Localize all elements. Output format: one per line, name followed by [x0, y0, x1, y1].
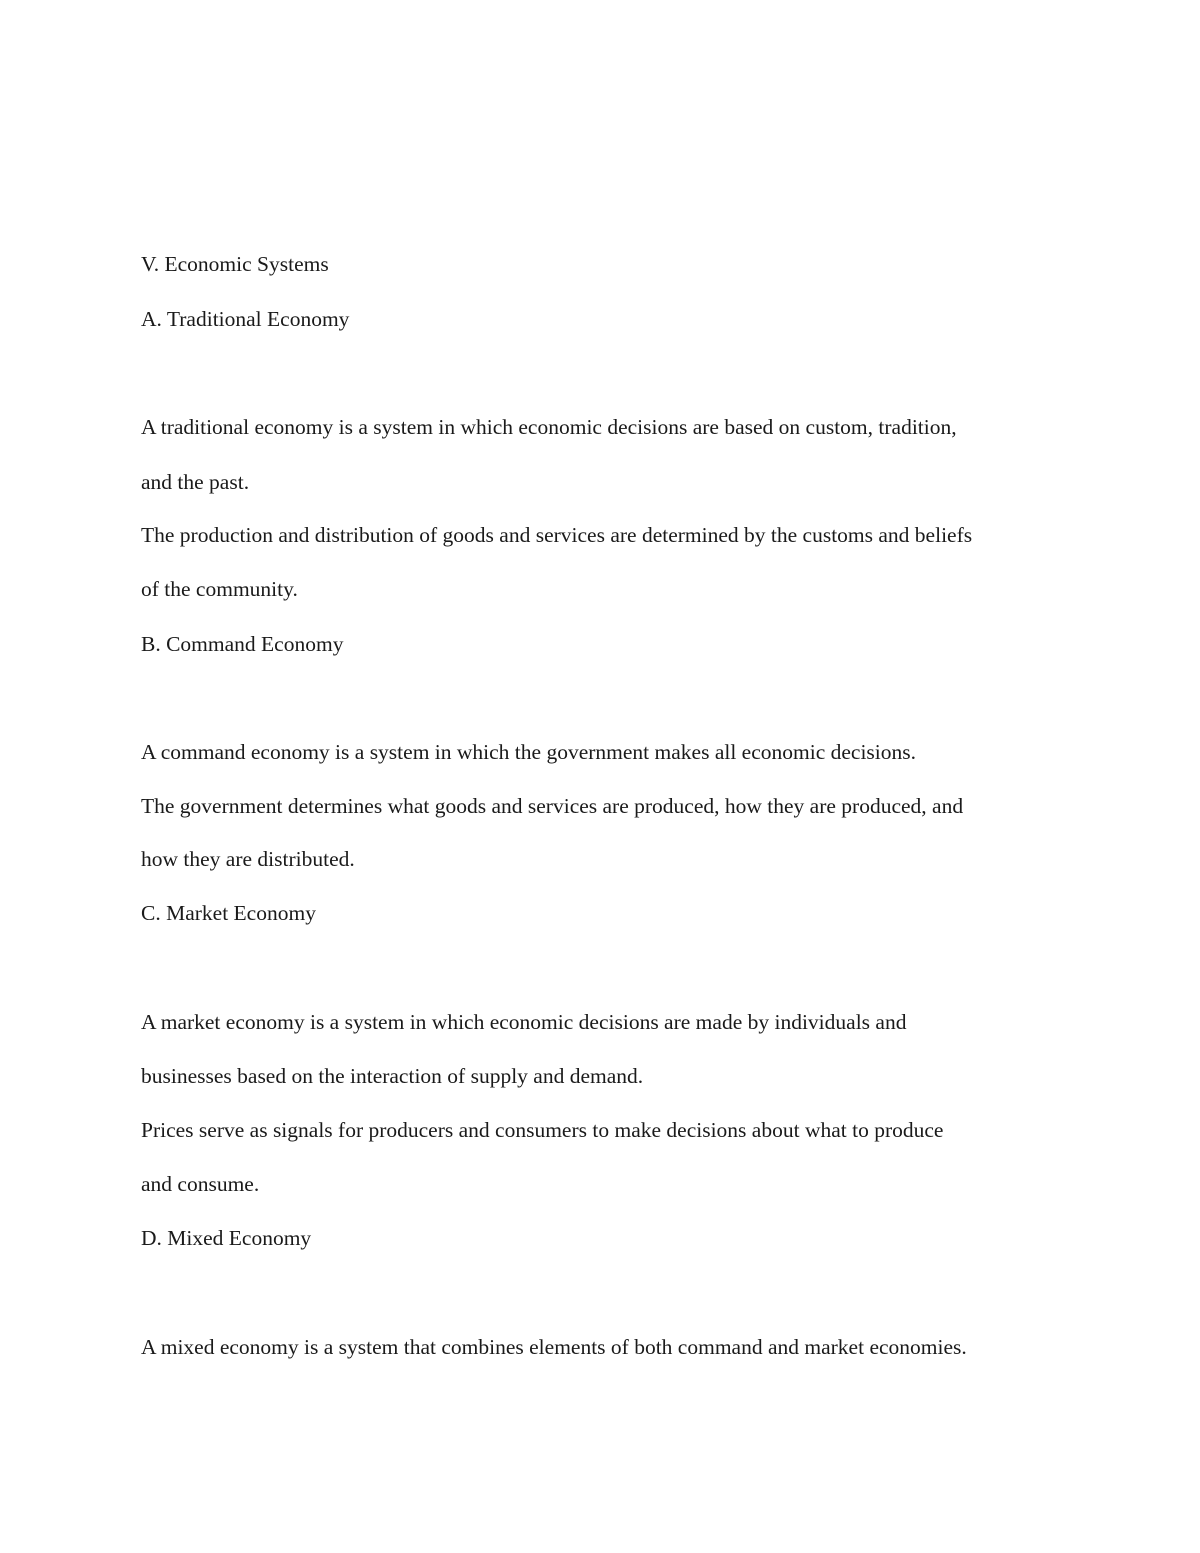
paragraph-line: and consume. [141, 1172, 260, 1196]
subsection-heading-market: C. Market Economy [141, 901, 316, 925]
paragraph-line: how they are distributed. [141, 847, 355, 871]
paragraph-line: A market economy is a system in which economic decisions are made by individuals and [141, 1010, 907, 1034]
subsection-heading-traditional: A. Traditional Economy [141, 307, 350, 331]
paragraph-line: A traditional economy is a system in which economic decisions are based on custom, tradition, [141, 415, 957, 439]
paragraph-line: The government determines what goods and services are produced, how they are produced, and [141, 794, 964, 818]
paragraph-line: Prices serve as signals for producers and consumers to make decisions about what to produce [141, 1118, 944, 1142]
paragraph-line: businesses based on the interaction of supply and demand. [141, 1064, 644, 1088]
paragraph-line: A command economy is a system in which the government makes all economic decisions. [141, 740, 917, 764]
subsection-heading-command: B. Command Economy [141, 632, 344, 656]
section-heading: V. Economic Systems [141, 252, 329, 276]
paragraph-line: The production and distribution of goods and services are determined by the customs and beliefs [141, 523, 973, 547]
paragraph-line: of the community. [141, 577, 298, 601]
paragraph-line: A mixed economy is a system that combines elements of both command and market economies. [141, 1335, 967, 1359]
subsection-heading-mixed: D. Mixed Economy [141, 1226, 312, 1250]
paragraph-line: and the past. [141, 470, 250, 494]
